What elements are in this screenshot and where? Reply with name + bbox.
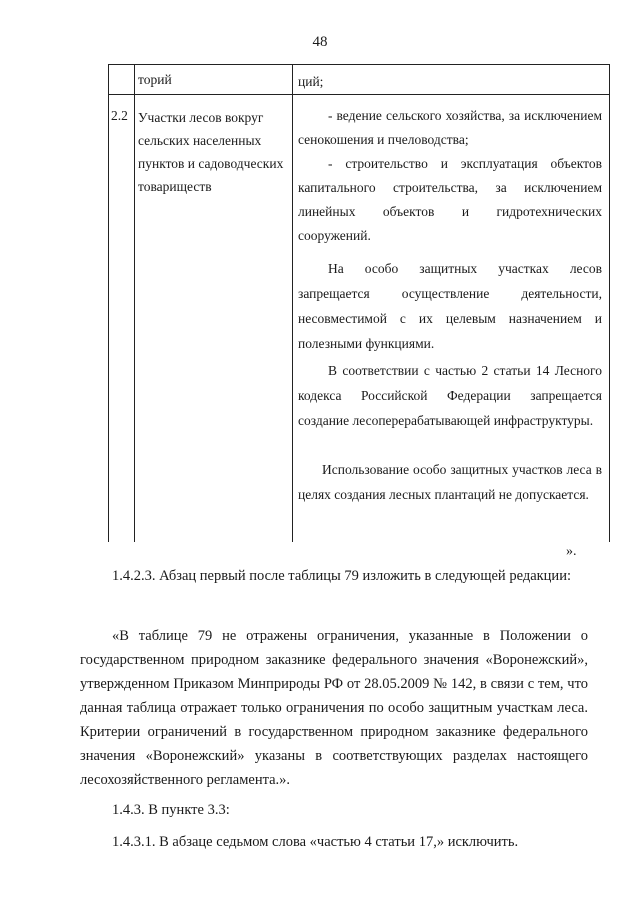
paragraph-1-4-2-3: 1.4.2.3. Абзац первый после таблицы 79 изложить в следующей редакции: — [112, 568, 571, 584]
table-border-left — [108, 64, 109, 542]
regulation-table — [108, 64, 610, 542]
cell-top-col2: торий — [138, 72, 172, 87]
paragraph-1-4-3-1: 1.4.3.1. В абзаце седьмом слова «частью 4 статьи 17,» исключить. — [112, 834, 519, 850]
restriction-item-1: - ведение сельского хозяйства, за исключением сенокошения и пчеловодства; — [298, 108, 602, 147]
table-border-top — [108, 64, 610, 65]
cell-top-col3: ций; — [298, 74, 324, 89]
row-name: Участки лесов вокруг сельских населенных пунктов и садоводческих товариществ — [138, 110, 284, 194]
page-number: 48 — [312, 34, 328, 50]
table-border-right — [609, 64, 610, 542]
table-border-col1 — [134, 64, 135, 542]
paragraph-forest-code: В соответствии с частью 2 статьи 14 Лесного кодекса Российской Федерации запрещается создание лесоперерабатывающей инфраструктуры. — [298, 363, 602, 428]
paragraph-1-4-3: 1.4.3. В пункте 3.3: — [112, 802, 230, 818]
closing-quote: ». — [566, 544, 577, 559]
paragraph-plantations: Использование особо защитных участков леса в целях создания лесных плантаций не допускается. — [298, 462, 602, 502]
table-border-col2 — [292, 64, 293, 542]
restriction-item-2: - строительство и эксплуатация объектов капитального строительства, за исключением линейных объектов и гидротехнических сооружений. — [298, 156, 602, 243]
row-number: 2.2 — [111, 108, 128, 123]
paragraph-protective-areas: На особо защитных участках лесов запрещается осуществление деятельности, несовместимой с их целевым назначением и полезными функциями. — [298, 261, 602, 351]
paragraph-quote-table-79: «В таблице 79 не отражены ограничения, указанные в Положении о государственном природном заказнике федерального значения «Воронежский», утвержденном Приказом Минприроды РФ от 28.05.2009 № 142, в связи с тем, что данная таблица отражает только ограничения по особо защитным участкам леса. Критерии ограничений в государственном природном заказнике федерального значения «Воронежский» указаны в соответствующих разделах настоящего лесохозяйственного регламента.». — [80, 628, 588, 788]
table-border-row-divider — [108, 94, 610, 95]
